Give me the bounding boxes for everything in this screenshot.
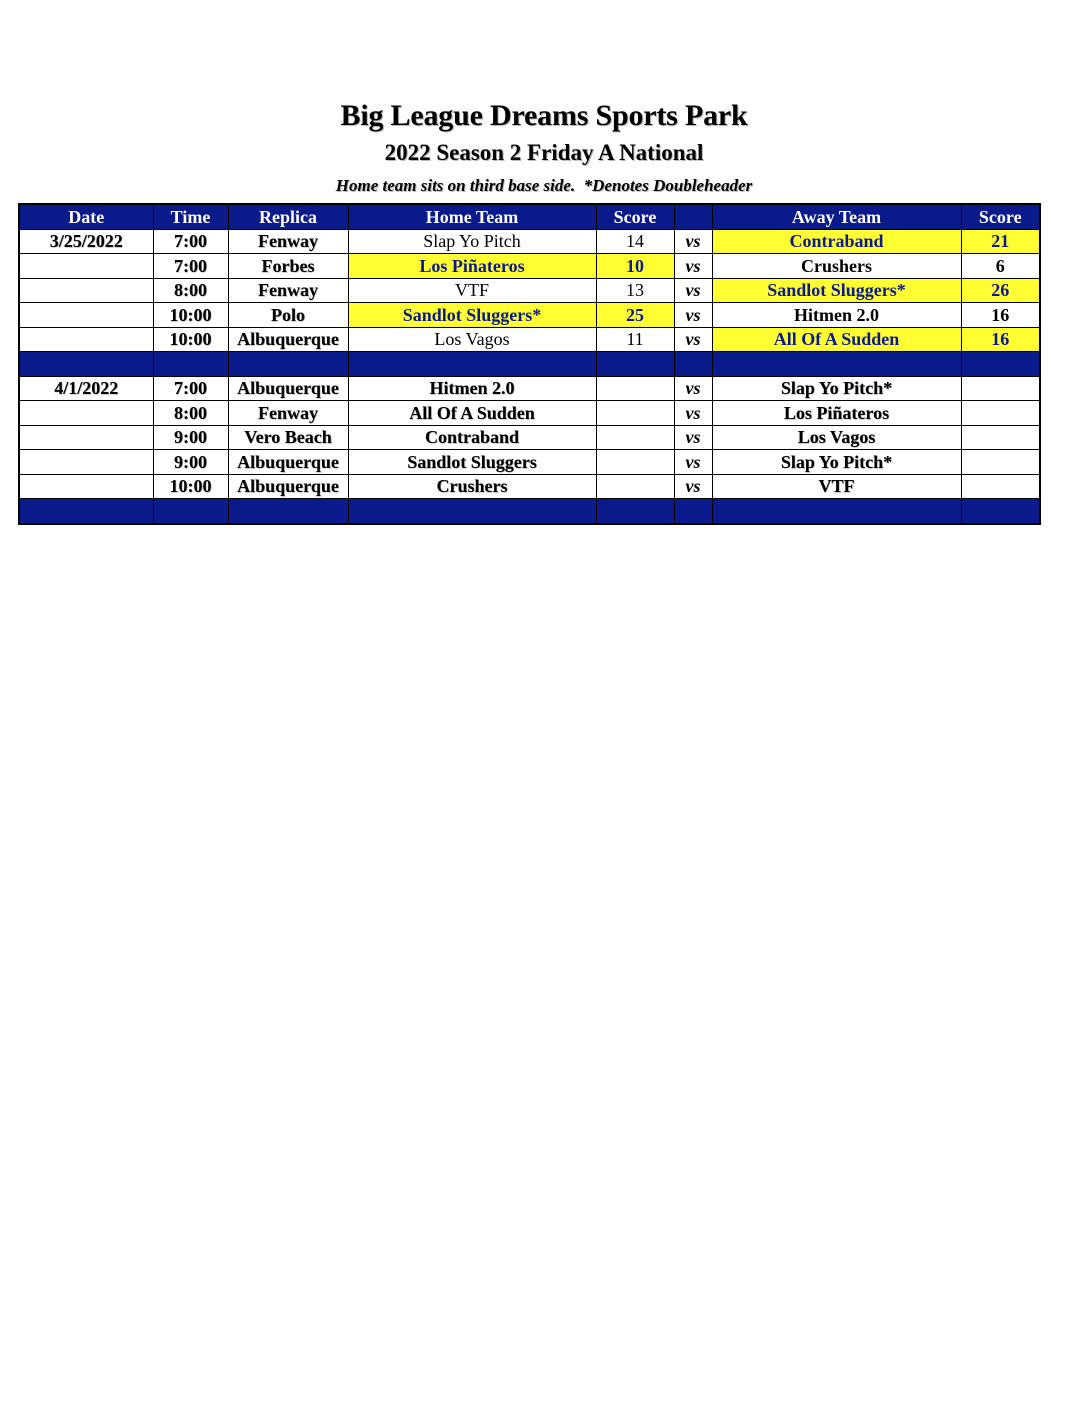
col-header-home-team: Home Team [348, 204, 596, 229]
col-header-home-score: Score [596, 204, 674, 229]
separator-row [19, 352, 1040, 377]
replica-cell: Polo [228, 303, 348, 328]
away-team-cell: Sandlot Sluggers* [712, 278, 961, 303]
vs-cell: vs [674, 376, 712, 401]
col-header-away-score: Score [961, 204, 1040, 229]
away-score-cell [961, 450, 1040, 475]
date-cell [19, 425, 153, 450]
home-team-cell: Sandlot Sluggers* [348, 303, 596, 328]
col-header-time: Time [153, 204, 228, 229]
date-cell [19, 327, 153, 352]
away-team-cell: Los Piñateros [712, 401, 961, 426]
replica-cell: Fenway [228, 401, 348, 426]
home-score-cell: 14 [596, 229, 674, 254]
date-cell [19, 474, 153, 499]
home-team-cell: Slap Yo Pitch [348, 229, 596, 254]
home-score-cell: 13 [596, 278, 674, 303]
home-team-cell: Los Vagos [348, 327, 596, 352]
away-team-cell: Crushers [712, 254, 961, 279]
away-team-cell: Los Vagos [712, 425, 961, 450]
col-header-replica: Replica [228, 204, 348, 229]
away-score-cell: 16 [961, 327, 1040, 352]
home-score-cell [596, 401, 674, 426]
away-score-cell [961, 474, 1040, 499]
col-header-vs [674, 204, 712, 229]
home-team-cell: Los Piñateros [348, 254, 596, 279]
away-team-cell: VTF [712, 474, 961, 499]
home-score-cell: 10 [596, 254, 674, 279]
time-cell: 7:00 [153, 254, 228, 279]
away-team-cell: Hitmen 2.0 [712, 303, 961, 328]
page-subtitle: 2022 Season 2 Friday A National [384, 140, 704, 165]
away-score-cell: 21 [961, 229, 1040, 254]
away-score-cell: 6 [961, 254, 1040, 279]
home-score-cell: 11 [596, 327, 674, 352]
table-row [19, 303, 1040, 328]
time-cell: 10:00 [153, 474, 228, 499]
away-team-cell: Slap Yo Pitch* [712, 376, 961, 401]
home-score-cell [596, 425, 674, 450]
date-cell [19, 303, 153, 328]
replica-cell: Vero Beach [228, 425, 348, 450]
table-row [19, 425, 1040, 450]
date-cell [19, 278, 153, 303]
replica-cell: Albuquerque [228, 376, 348, 401]
vs-cell: vs [674, 254, 712, 279]
date-cell [19, 401, 153, 426]
home-score-cell [596, 474, 674, 499]
home-team-cell: Contraband [348, 425, 596, 450]
time-cell: 7:00 [153, 376, 228, 401]
home-team-cell: Sandlot Sluggers [348, 450, 596, 475]
replica-cell: Fenway [228, 229, 348, 254]
time-cell: 7:00 [153, 229, 228, 254]
page-title: Big League Dreams Sports Park [340, 99, 748, 132]
table-row [19, 229, 1040, 254]
col-header-date: Date [19, 204, 153, 229]
away-team-cell: Contraband [712, 229, 961, 254]
table-row [19, 474, 1040, 499]
away-team-cell: All Of A Sudden [712, 327, 961, 352]
date-cell [19, 450, 153, 475]
home-score-cell: 25 [596, 303, 674, 328]
away-score-cell: 26 [961, 278, 1040, 303]
header-row [19, 204, 1040, 229]
away-score-cell: 16 [961, 303, 1040, 328]
replica-cell: Fenway [228, 278, 348, 303]
table-row [19, 327, 1040, 352]
replica-cell: Albuquerque [228, 474, 348, 499]
away-score-cell [961, 401, 1040, 426]
vs-cell: vs [674, 401, 712, 426]
col-header-away-team: Away Team [712, 204, 961, 229]
time-cell: 10:00 [153, 303, 228, 328]
replica-cell: Forbes [228, 254, 348, 279]
home-score-cell [596, 450, 674, 475]
date-cell: 3/25/2022 [19, 229, 153, 254]
table-row [19, 376, 1040, 401]
separator-row [19, 499, 1040, 524]
schedule-note: Home team sits on third base side. *Denotes Doubleheader [335, 176, 753, 195]
schedule-table [18, 203, 1041, 525]
time-cell: 8:00 [153, 278, 228, 303]
home-team-cell: Crushers [348, 474, 596, 499]
vs-cell: vs [674, 450, 712, 475]
table-row [19, 401, 1040, 426]
time-cell: 9:00 [153, 450, 228, 475]
replica-cell: Albuquerque [228, 327, 348, 352]
time-cell: 10:00 [153, 327, 228, 352]
home-team-cell: Hitmen 2.0 [348, 376, 596, 401]
replica-cell: Albuquerque [228, 450, 348, 475]
table-row [19, 254, 1040, 279]
table-row [19, 278, 1040, 303]
home-score-cell [596, 376, 674, 401]
home-team-cell: VTF [348, 278, 596, 303]
vs-cell: vs [674, 327, 712, 352]
time-cell: 8:00 [153, 401, 228, 426]
date-cell [19, 254, 153, 279]
away-team-cell: Slap Yo Pitch* [712, 450, 961, 475]
vs-cell: vs [674, 229, 712, 254]
home-team-cell: All Of A Sudden [348, 401, 596, 426]
away-score-cell [961, 376, 1040, 401]
away-score-cell [961, 425, 1040, 450]
vs-cell: vs [674, 278, 712, 303]
vs-cell: vs [674, 474, 712, 499]
date-cell: 4/1/2022 [19, 376, 153, 401]
time-cell: 9:00 [153, 425, 228, 450]
vs-cell: vs [674, 425, 712, 450]
table-row [19, 450, 1040, 475]
vs-cell: vs [674, 303, 712, 328]
